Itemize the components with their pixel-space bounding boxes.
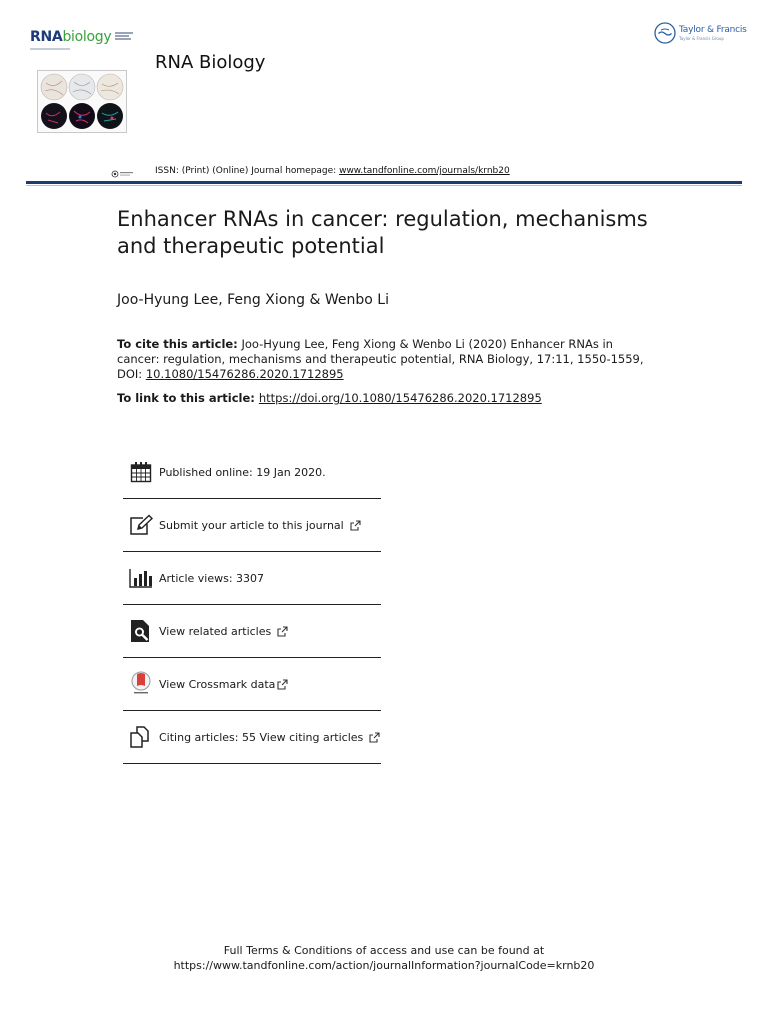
citation-text: Joo-Hyung Lee, Feng Xiong & Wenbo Li (2020) Enhancer RNAs in cancer: regulation, mechanisms and therapeutic potential, RNA Biology, 17:11, 1550-1559, DOI: bbox=[117, 337, 644, 382]
article-info-list bbox=[123, 446, 381, 764]
open-access-icon bbox=[111, 163, 135, 182]
publisher-logo-icon bbox=[654, 22, 676, 44]
footer-terms-line: Full Terms & Conditions of access and use can be found at bbox=[223, 944, 545, 957]
citation-doi-link[interactable]: 10.1080/15476286.2020.1712895 bbox=[145, 367, 344, 382]
citing-articles-item[interactable] bbox=[123, 711, 381, 764]
external-link-icon bbox=[369, 732, 380, 743]
publisher-logo bbox=[654, 22, 747, 44]
publisher-group: Taylor & Francis Group bbox=[679, 35, 724, 41]
article-views-text: Article views: 3307 bbox=[159, 571, 265, 585]
submit-article-link[interactable]: Submit your article to this journal bbox=[159, 518, 344, 532]
copy-documents-icon bbox=[127, 723, 155, 751]
bar-chart-icon bbox=[127, 564, 155, 592]
edit-icon bbox=[127, 511, 155, 539]
citation-block bbox=[117, 337, 647, 383]
article-link-label: To link to this article: bbox=[117, 391, 259, 405]
article-title: Enhancer RNAs in cancer: regulation, mechanisms and therapeutic potential bbox=[117, 207, 648, 258]
related-articles-link[interactable]: View related articles bbox=[159, 624, 272, 638]
publisher-name: Taylor & Francis bbox=[679, 24, 747, 35]
calendar-icon bbox=[127, 458, 155, 486]
journal-logo bbox=[30, 28, 133, 46]
article-link-block bbox=[117, 391, 542, 406]
submit-article-item[interactable] bbox=[123, 499, 381, 552]
journal-homepage-link[interactable]: www.tandfonline.com/journals/krnb20 bbox=[339, 166, 510, 176]
published-date-text: Published online: 19 Jan 2020. bbox=[159, 465, 326, 479]
crossmark-link[interactable]: View Crossmark data bbox=[159, 677, 276, 691]
issn-text: ISSN: (Print) (Online) Journal homepage: bbox=[155, 166, 340, 176]
crossmark-item[interactable] bbox=[123, 658, 381, 711]
issn-line bbox=[155, 166, 510, 176]
article-views-item bbox=[123, 552, 381, 605]
header-divider bbox=[26, 181, 742, 184]
external-link-icon bbox=[350, 520, 361, 531]
external-link-icon bbox=[277, 626, 288, 637]
journal-title: RNA Biology bbox=[155, 52, 266, 73]
journal-logo-biology: biology bbox=[62, 29, 112, 45]
footer-terms bbox=[0, 943, 768, 973]
related-articles-item[interactable] bbox=[123, 605, 381, 658]
published-date-item bbox=[123, 446, 381, 499]
crossmark-icon bbox=[127, 670, 155, 698]
search-document-icon bbox=[127, 617, 155, 645]
external-link-icon bbox=[277, 679, 288, 690]
journal-cover-image bbox=[37, 70, 127, 133]
citing-articles-link[interactable]: Citing articles: 55 View citing articles bbox=[159, 730, 364, 744]
journal-logo-wordmark bbox=[30, 28, 111, 46]
header-divider-secondary bbox=[26, 185, 742, 186]
journal-logo-rna: RNA bbox=[30, 29, 63, 45]
footer-terms-url[interactable]: https://www.tandfonline.com/action/journalInformation?journalCode=krnb20 bbox=[173, 959, 595, 972]
article-doi-link[interactable]: https://doi.org/10.1080/15476286.2020.1712895 bbox=[258, 391, 542, 405]
journal-logo-tagline bbox=[115, 32, 133, 40]
citation-label: To cite this article: bbox=[117, 337, 238, 351]
article-authors: Joo-Hyung Lee, Feng Xiong & Wenbo Li bbox=[117, 292, 389, 308]
